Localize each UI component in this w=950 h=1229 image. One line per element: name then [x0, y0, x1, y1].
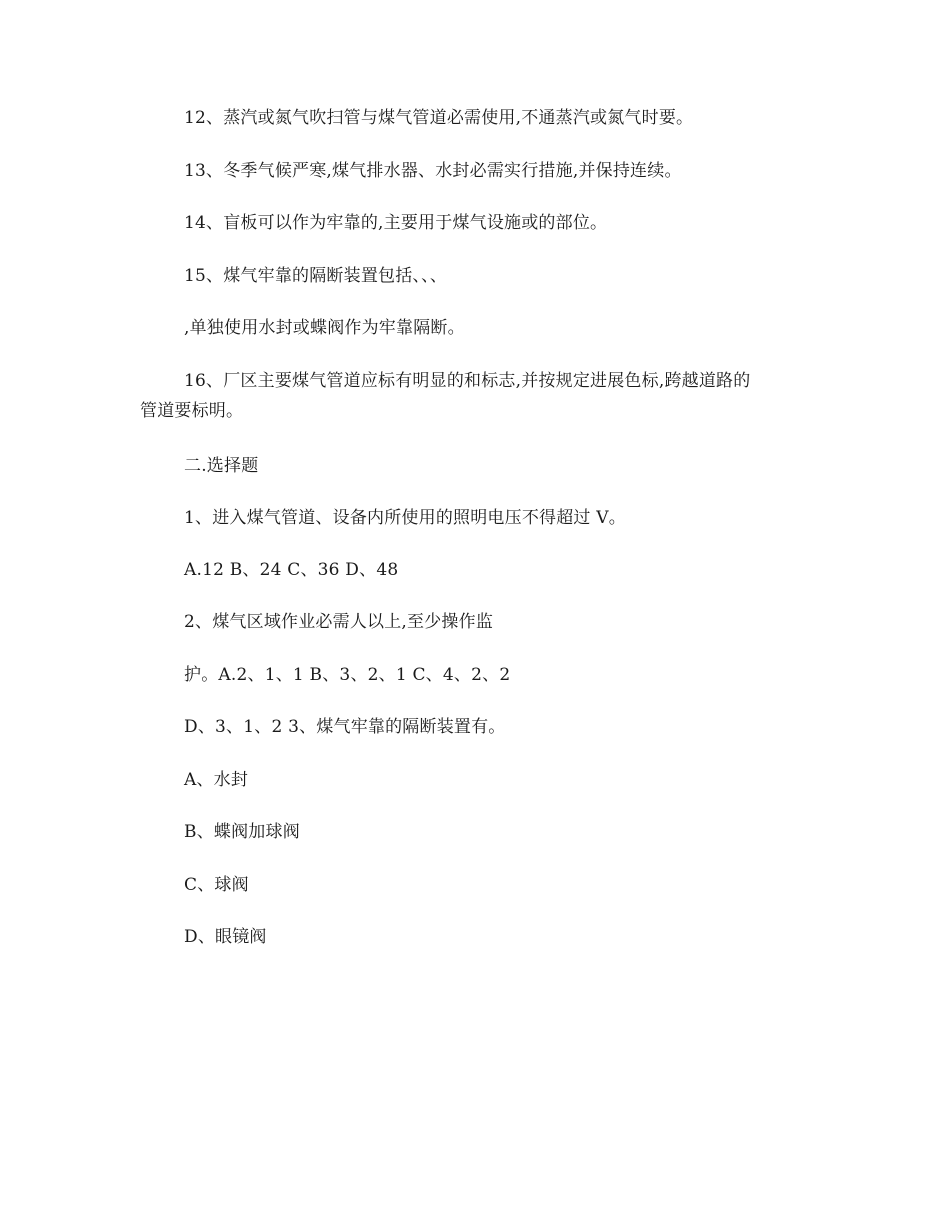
choice-question-2: 2、煤气区域作业必需人以上,至少操作监: [184, 612, 494, 632]
choice-question-1-options: A.12 B、24 C、36 D、48: [184, 560, 399, 580]
choice-option-d: D、眼镜阀: [184, 927, 267, 947]
question-12-fill-in: 12、蒸汽或氮气吹扫管与煤气管道必需使用,不通蒸汽或氮气时要。: [184, 108, 694, 128]
question-15-continuation: ,单独使用水封或蝶阀作为牢靠隔断。: [184, 318, 465, 338]
choice-option-a: A、水封: [184, 770, 249, 790]
choice-option-c: C、球阀: [184, 875, 249, 895]
choice-option-b: B、蝶阀加球阀: [184, 822, 300, 842]
question-16-fill-in: 16、厂区主要煤气管道应标有明显的和标志,并按规定进展色标,跨越道路的: [184, 371, 751, 391]
choice-question-3: D、3、1、2 3、煤气牢靠的隔断装置有。: [184, 717, 506, 737]
question-14-fill-in: 14、盲板可以作为牢靠的,主要用于煤气设施或的部位。: [184, 213, 608, 233]
section-title-choice: 二.选择题: [184, 456, 259, 476]
question-13-fill-in: 13、冬季气候严寒,煤气排水器、水封必需实行措施,并保持连续。: [184, 161, 682, 181]
choice-question-1: 1、进入煤气管道、设备内所使用的照明电压不得超过 V。: [184, 508, 626, 528]
choice-question-2-options: 护。A.2、1、1 B、3、2、1 C、4、2、2: [184, 665, 511, 685]
question-15-fill-in: 15、煤气牢靠的隔断装置包括、、、: [184, 266, 448, 286]
question-16-continuation: 管道要标明。: [140, 401, 244, 421]
